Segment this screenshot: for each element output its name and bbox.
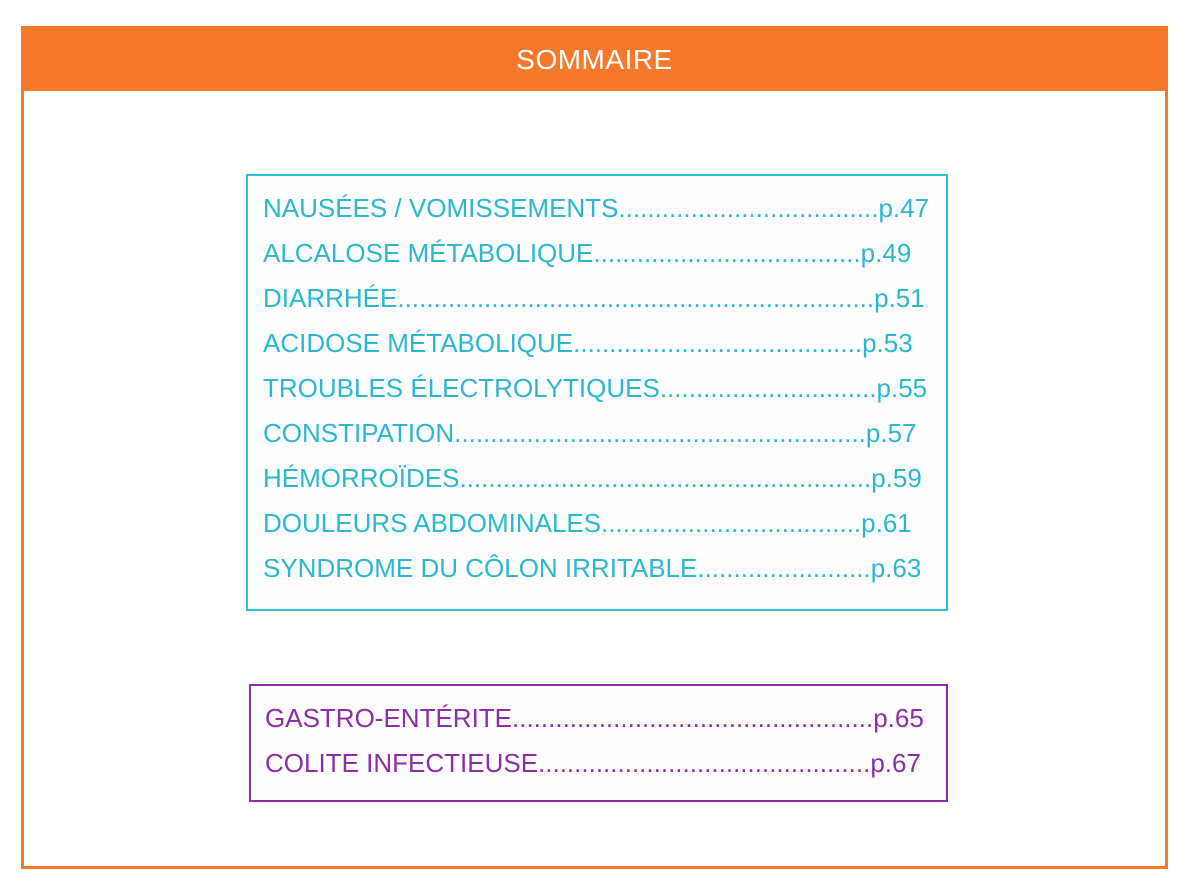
toc-entry-nausees-vomissements[interactable]: NAUSÉES / VOMISSEMENTS....................................p.47 bbox=[263, 193, 930, 223]
toc-entry-acidose-metabolique[interactable]: ACIDOSE MÉTABOLIQUE........................................p.53 bbox=[263, 328, 913, 358]
toc-entry-colite-infectieuse[interactable]: COLITE INFECTIEUSE..............................................p.67 bbox=[265, 748, 921, 778]
toc-entry-alcalose-metabolique[interactable]: ALCALOSE MÉTABOLIQUE.....................................p.49 bbox=[263, 238, 912, 268]
toc-entry-hemorroides[interactable]: HÉMORROÏDES.........................................................p.59 bbox=[263, 463, 922, 493]
page-frame bbox=[21, 26, 1168, 869]
header-bar bbox=[24, 29, 1165, 91]
toc-infectious-section bbox=[249, 684, 948, 802]
toc-main-list bbox=[263, 190, 946, 595]
toc-entry-gastro-enterite[interactable]: GASTRO-ENTÉRITE..................................................p.65 bbox=[265, 703, 924, 733]
toc-entry-diarrhee[interactable]: DIARRHÉE..................................................................p.51 bbox=[263, 283, 925, 313]
toc-entry-syndrome-colon-irritable[interactable]: SYNDROME DU CÔLON IRRITABLE........................p.63 bbox=[263, 553, 922, 583]
toc-entry-douleurs-abdominales[interactable]: DOULEURS ABDOMINALES....................................p.61 bbox=[263, 508, 912, 538]
toc-entry-troubles-electrolytiques[interactable]: TROUBLES ÉLECTROLYTIQUES..............................p.55 bbox=[263, 373, 928, 403]
toc-infectious-list bbox=[265, 700, 946, 790]
toc-entry-constipation[interactable]: CONSTIPATION.........................................................p.57 bbox=[263, 418, 917, 448]
toc-main-section bbox=[246, 174, 948, 611]
page-title: SOMMAIRE bbox=[516, 44, 673, 75]
